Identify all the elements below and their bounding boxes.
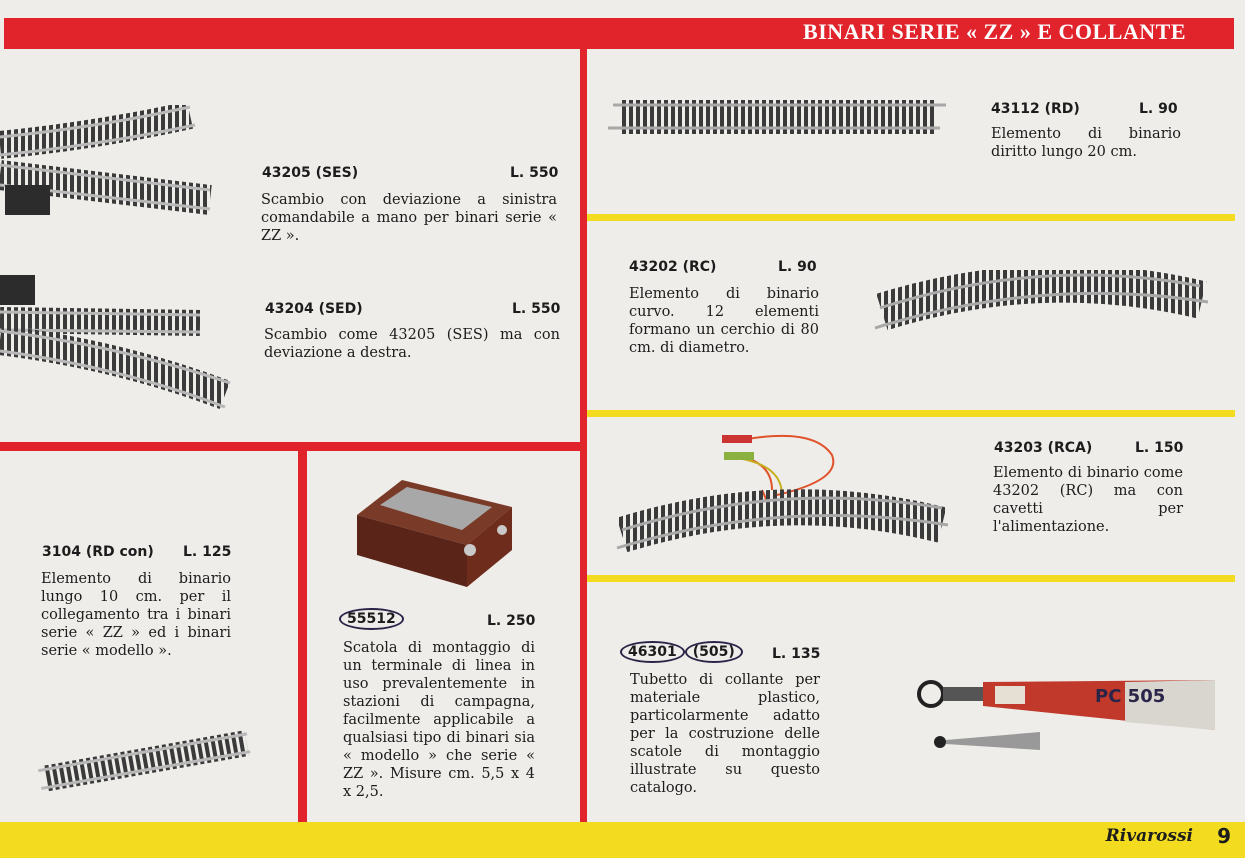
item-43202-price: L. 90 xyxy=(778,259,817,275)
brand-logo: Rivarossi xyxy=(1105,826,1193,846)
item-55512-code-text: 55512 xyxy=(339,608,404,630)
item-43204-code: 43204 (SED) xyxy=(265,301,363,317)
switch-right-illustration xyxy=(0,275,240,415)
item-46301-code-b: (505) xyxy=(685,641,743,663)
curved-track-with-wires-illustration xyxy=(612,430,957,560)
item-43205-price: L. 550 xyxy=(510,165,559,181)
item-55512-price: L. 250 xyxy=(487,613,536,629)
item-43205-desc: Scambio con deviazione a sinistra comandabile a mano per binari serie « ZZ ». xyxy=(261,192,557,244)
page-title: BINARI SERIE « ZZ » E COLLANTE xyxy=(803,19,1186,44)
item-46301-desc: Tubetto di collante per materiale plastico, particolarmente adatto per la costruzione delle scatole di montaggio illustrate su questo catalogo. xyxy=(630,672,820,796)
terminal-kit-illustration xyxy=(352,475,517,590)
footer-bar xyxy=(0,822,1245,858)
item-43112-code: 43112 (RD) xyxy=(991,101,1080,117)
item-43112-price: L. 90 xyxy=(1139,101,1178,117)
item-43204-price: L. 550 xyxy=(512,301,561,317)
switch-left-illustration xyxy=(0,105,215,220)
item-43204-desc: Scambio come 43205 (SES) ma con deviazione a destra. xyxy=(264,327,560,361)
item-46301-code xyxy=(620,644,743,660)
item-43203-price: L. 150 xyxy=(1135,440,1184,456)
short-track-illustration xyxy=(38,720,253,800)
item-55512-code xyxy=(339,611,404,627)
glue-tube-label: PC 505 xyxy=(1095,686,1166,707)
yellow-divider-2 xyxy=(587,410,1235,417)
item-43203-code: 43203 (RCA) xyxy=(994,440,1093,456)
item-55512-desc: Scatola di montaggio di un terminale di linea in uso prevalentemente in stazioni di campagna, facilmente applicabile a qualsiasi tipo di binari sia « modello » che serie « ZZ ». Misure cm. 5,5 x 4 x 2,5. xyxy=(343,640,535,800)
header-bar xyxy=(4,18,1234,49)
left-bottom-divider xyxy=(298,450,307,824)
item-3104-price: L. 125 xyxy=(183,544,232,560)
item-46301-price: L. 135 xyxy=(772,646,821,662)
left-horizontal-divider xyxy=(0,442,584,451)
item-3104-code: 3104 (RD con) xyxy=(42,544,154,560)
item-3104-desc: Elemento di binario lungo 10 cm. per il collegamento tra i binari serie « ZZ » ed i binari serie « modello ». xyxy=(41,571,231,659)
item-43202-desc: Elemento di binario curvo. 12 elementi formano un cerchio di 80 cm. di diametro. xyxy=(629,286,819,356)
curved-track-illustration xyxy=(870,270,1215,345)
item-46301-code-a: 46301 xyxy=(620,641,685,663)
item-43203-desc: Elemento di binario come 43202 (RC) ma con cavetti per l'alimentazione. xyxy=(993,465,1183,535)
center-divider xyxy=(580,49,587,824)
yellow-divider-3 xyxy=(587,575,1235,582)
page-number: 9 xyxy=(1217,824,1231,848)
straight-track-illustration xyxy=(608,95,948,140)
yellow-divider-1 xyxy=(587,214,1235,221)
item-43112-desc: Elemento di binario diritto lungo 20 cm. xyxy=(991,126,1181,160)
item-43202-code: 43202 (RC) xyxy=(629,259,717,275)
glue-tube-illustration xyxy=(915,670,1220,760)
item-43205-code: 43205 (SES) xyxy=(262,165,359,181)
